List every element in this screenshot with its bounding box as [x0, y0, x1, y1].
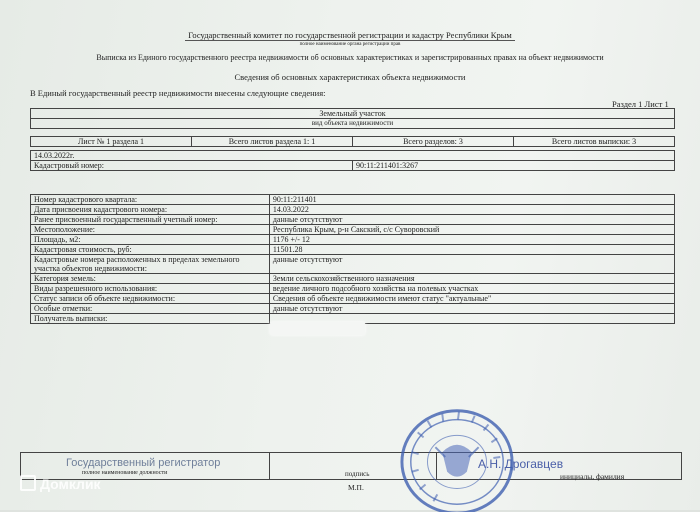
table-row	[31, 215, 675, 225]
section-label: Раздел 1 Лист 1	[612, 99, 669, 109]
table-row	[31, 255, 675, 274]
committee-caption: полное наименование органа регистрации прав	[299, 42, 401, 47]
table-row	[31, 294, 675, 304]
info-title: Сведения об основных характеристиках объекта недвижимости	[234, 72, 466, 82]
row-value: 1176 +/- 12	[269, 235, 674, 245]
house-icon	[20, 475, 36, 491]
total-sections: Всего разделов: 3	[353, 137, 514, 147]
row-label	[31, 255, 270, 274]
signature-caption: подпись	[345, 470, 370, 478]
date-cadastral-table	[30, 150, 675, 171]
watermark-logo	[20, 475, 101, 492]
total-sheets-extract: Всего листов выписки: 3	[514, 137, 675, 147]
extract-title: Выписка из Единого государственного реестра недвижимости об основных характеристиках и зарегистрированных правах на объект недвижимости	[96, 53, 604, 62]
row-label: Особые отметки:	[31, 304, 270, 314]
table-row	[31, 235, 675, 245]
watermark-text: Домклик	[40, 476, 101, 492]
row-value: данные отсутствуют	[269, 304, 674, 314]
table-row	[31, 304, 675, 314]
divider	[269, 453, 270, 479]
characteristics-table	[30, 194, 675, 324]
total-sheets-section: Всего листов раздела 1: 1	[192, 137, 353, 147]
row-label: Ранее присвоенный государственный учетный номер:	[31, 215, 270, 225]
name-caption: инициалы, фамилия	[560, 472, 625, 481]
row-label: Дата присвоения кадастрового номера:	[31, 205, 270, 215]
row-label: Категория земель:	[31, 274, 270, 284]
row-label: Виды разрешенного использования:	[31, 284, 270, 294]
intro-text: В Единый государственный реестр недвижимости внесены следующие сведения:	[30, 88, 326, 98]
table-row	[31, 195, 675, 205]
object-type: Земельный участок	[31, 109, 675, 119]
sheet-number: Лист № 1 раздела 1	[31, 137, 192, 147]
cadastral-label: Кадастровый номер:	[31, 161, 353, 171]
row-value: данные отсутствуют	[269, 215, 674, 225]
row-label: Площадь, м2:	[31, 235, 270, 245]
registrar-name: А.Н. Дрогавцев	[478, 457, 564, 471]
row-value: Земли сельскохозяйственного назначения	[269, 274, 674, 284]
committee-underline	[185, 40, 515, 41]
table-row	[31, 245, 675, 255]
row-label-line2: участка объектов недвижимости:	[34, 264, 147, 273]
row-value: ведение личного подсобного хозяйства на полевых участках	[269, 284, 674, 294]
extract-date: 14.03.2022г.	[31, 151, 675, 161]
committee-name: Государственный комитет по государственной регистрации и кадастру Республики Крым	[188, 30, 512, 40]
table-row	[31, 274, 675, 284]
stamp-place-label: М.П.	[348, 483, 364, 492]
row-value: Республика Крым, р-н Сакский, с/с Суворовский	[269, 225, 674, 235]
row-value: 14.03.2022	[269, 205, 674, 215]
row-value: данные отсутствуют	[269, 255, 674, 274]
row-value: Сведения об объекте недвижимости имеют статус "актуальные"	[269, 294, 674, 304]
row-label-line1: Кадастровые номера расположенных в пределах земельного	[34, 255, 240, 264]
row-label: Местоположение:	[31, 225, 270, 235]
cadastral-value: 90:11:211401:3267	[353, 161, 675, 171]
table-row	[31, 284, 675, 294]
sheets-table	[30, 136, 675, 147]
table-row	[31, 225, 675, 235]
row-value: 11501.28	[269, 245, 674, 255]
row-label: Получатель выписки:	[31, 314, 270, 324]
object-type-caption: вид объекта недвижимости	[31, 119, 675, 129]
row-value: 90:11:211401	[269, 195, 674, 205]
row-label: Статус записи об объекте недвижимости:	[31, 294, 270, 304]
table-row	[31, 205, 675, 215]
object-type-table	[30, 108, 675, 129]
position-caption: полное наименование должности	[82, 470, 168, 476]
row-label: Кадастровая стоимость, руб:	[31, 245, 270, 255]
official-seal-icon	[398, 402, 516, 512]
row-label: Номер кадастрового квартала:	[31, 195, 270, 205]
registrar-title: Государственный регистратор	[66, 457, 221, 469]
recipient-redaction	[270, 322, 365, 335]
